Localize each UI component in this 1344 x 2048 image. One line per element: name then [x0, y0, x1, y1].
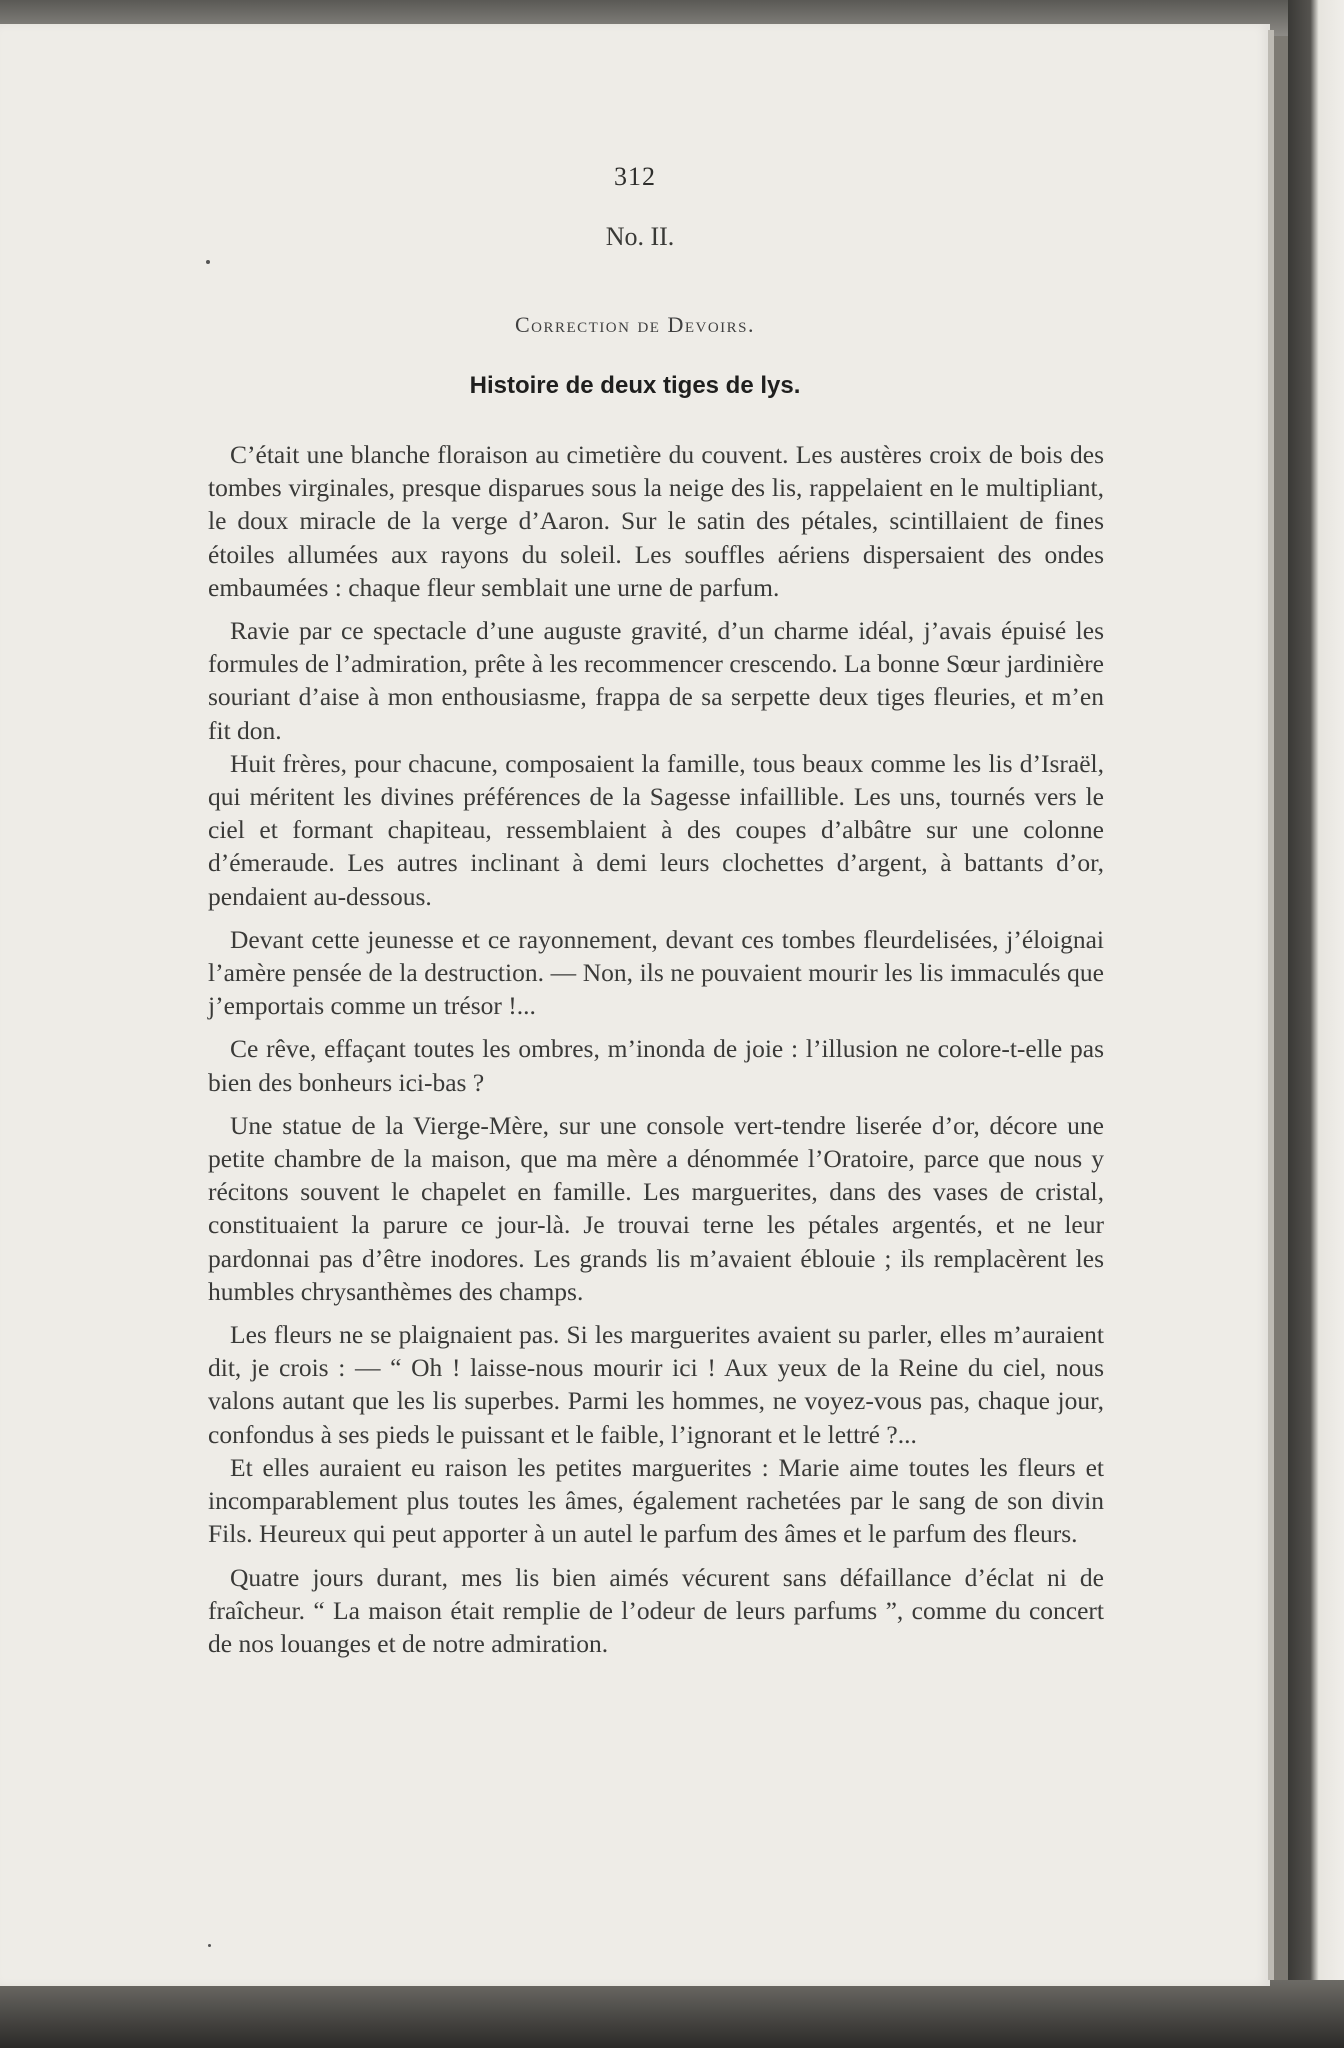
- page-number: 312: [614, 162, 656, 191]
- paragraph-6: Une statue de la Vierge-Mère, sur une console vert-tendre liserée d’or, décore une petite chambre de la maison, que ma mère a dénommée l’Oratoire, parce que nous y récitons souvent le chapelet en famille. Les marguerites, dans des vases de cristal, constituaient la parure ce jour-là. Je trouvai terne les pétales argentés, et ne leur pardonnai pas d’être inodores. Les grands lis m’avaient éblouie ; ils remplacèrent les humbles chrysanthèmes des champs.: [208, 1110, 1104, 1306]
- paragraph-5: Ce rêve, effaçant toutes les ombres, m’inonda de joie : l’illusion ne colore-t-elle pas bien des bonheurs ici-bas ?: [208, 1034, 1104, 1097]
- paragraph-3: Huit frères, pour chacune, composaient la famille, tous beaux comme les lis d’Israël, qui méritent les divines préférences de la Sagesse infaillible. Les uns, tournés vers le ciel et formant chapiteau, ressemblaient à des coupes d’albâtre sur une colonne d’émeraude. Les autres inclinant à demi leurs clochettes d’argent, à battants d’or, pendaient au-dessous.: [208, 748, 1104, 911]
- story-title: Histoire de deux tiges de lys.: [469, 372, 801, 399]
- paragraph-4: Devant cette jeunesse et ce rayonnement, devant ces tombes fleurdelisées, j’éloignai l’amère pensée de la destruction. — Non, ils ne pouvaient mourir les lis immaculés que j’emportais comme un trésor !...: [208, 924, 1104, 1021]
- section-number: No. II.: [605, 222, 675, 251]
- book-page: [0, 24, 1270, 1986]
- page-edge: [1268, 30, 1274, 1980]
- paragraph-2: Ravie par ce spectacle d’une auguste gravité, d’un charme idéal, j’avais épuisé les formules de l’admiration, prête à les recommencer crescendo. La bonne Sœur jardinière souriant d’aise à mon enthousiasme, frappa de sa serpette deux tiges fleuries, et m’en fit don.: [208, 616, 1104, 745]
- paragraph-1: C’était une blanche floraison au cimetière du couvent. Les austères croix de bois des tombes virginales, presque disparues sous la neige des lis, rappelaient en le multipliant, le doux miracle de la verge d’Aaron. Sur le satin des pétales, scintillaient de fines étoiles allumées aux rayons du soleil. Les souffles aériens dispersaient des ondes embaumées : chaque fleur semblait une urne de parfum.: [208, 440, 1104, 602]
- scan-speck: [206, 260, 210, 264]
- body-text: [208, 438, 1104, 1660]
- paragraph-7: Les fleurs ne se plaignaient pas. Si les marguerites avaient su parler, elles m’auraient dit, je crois : — “ Oh ! laisse-nous mourir ici ! Aux yeux de la Reine du ciel, nous valons autant que les lis superbes. Parmi les hommes, ne voyez-vous pas, chaque jour, confondus à ses pieds le puissant et le faible, l’ignorant et le lettré ?...: [208, 1320, 1104, 1449]
- scan-border-right: [1288, 0, 1344, 2048]
- scan-border-bottom: [0, 1980, 1344, 2048]
- scan-speck: [208, 1944, 211, 1947]
- section-heading: Correction de Devoirs.: [514, 312, 756, 337]
- paragraph-8: Et elles auraient eu raison les petites marguerites : Marie aime toutes les fleurs et incomparablement plus toutes les âmes, également rachetées par le sang de son divin Fils. Heureux qui peut apporter à un autel le parfum des âmes et le parfum des fleurs.: [208, 1452, 1104, 1549]
- paragraph-9: Quatre jours durant, mes lis bien aimés vécurent sans défaillance d’éclat ni de fraîcheur. “ La maison était remplie de l’odeur de leurs parfums ”, comme du concert de nos louanges et de notre admiration.: [208, 1562, 1104, 1658]
